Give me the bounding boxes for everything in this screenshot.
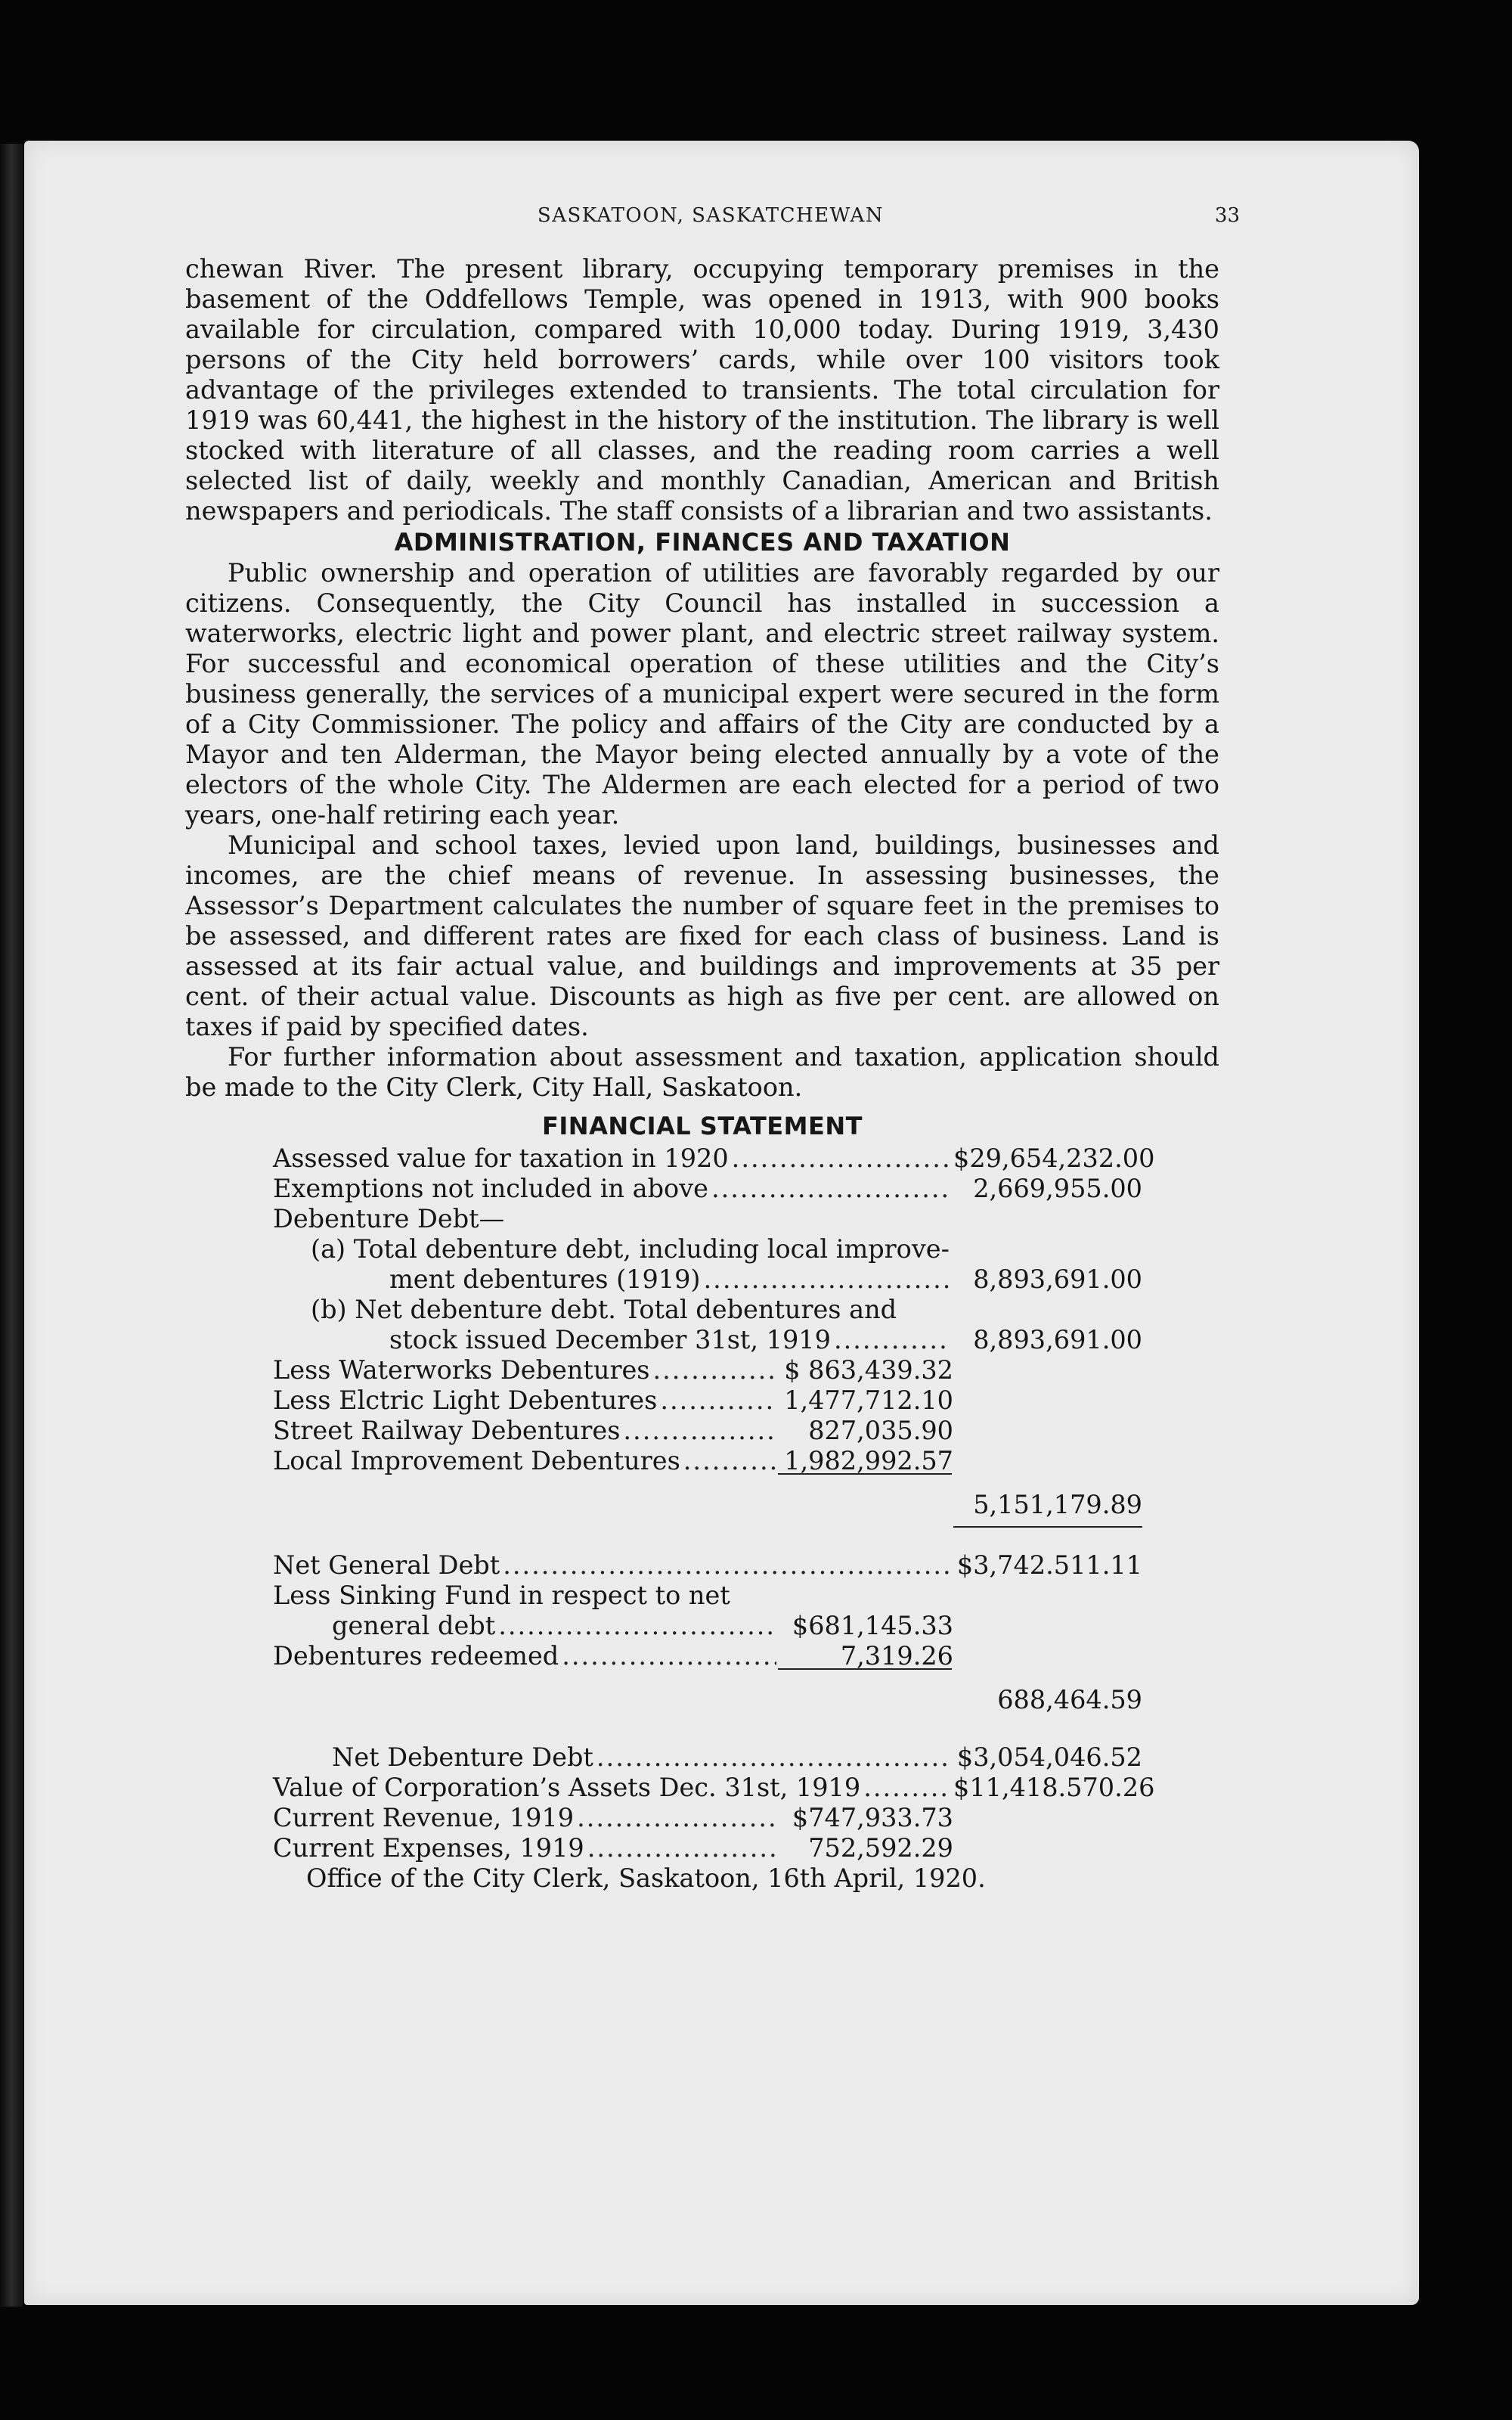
statement-row-current-revenue: Current Revenue, 1919 ..... $747,933.73 <box>273 1803 1142 1833</box>
amount: $747,933.73 <box>792 1803 953 1832</box>
amount: 8,893,691.00 <box>973 1325 1142 1354</box>
amount: 8,893,691.00 <box>973 1264 1142 1294</box>
statement-row-corporation-assets: Value of Corporation’s Assets Dec. 31st, 1919 ..... $11,418.570.26 <box>273 1773 1142 1803</box>
statement-row-debenture-debt: Debenture Debt— <box>273 1204 505 1233</box>
statement-row-street-railway: Street Railway Debentures ..... 827,035.90 <box>273 1416 1142 1446</box>
statement-row-local-improvement: Local Improvement Debentures ..... 1,982,992.57 <box>273 1446 1142 1476</box>
statement-row-item-a-line1: (a) Total debenture debt, including local improve- <box>311 1234 950 1264</box>
rule-line <box>778 1473 952 1482</box>
leader-dots <box>732 1143 950 1174</box>
rule-line <box>953 1526 1142 1528</box>
running-head <box>181 204 1240 234</box>
statement-row-debentures-redeemed: Debentures redeemed ..... 7,319.26 <box>273 1641 1142 1671</box>
amount: 752,592.29 <box>808 1833 953 1863</box>
information-paragraph: For further information about assessment and taxation, application should be made to the City Clerk, City Hall, Saskatoon. <box>185 1042 1219 1102</box>
statement-row-exemptions: Exemptions not included in above ..... 2,669,955.00 <box>273 1174 1142 1204</box>
leader-dots <box>653 1355 777 1385</box>
leader-dots <box>683 1446 776 1476</box>
amount: $3,742.511.11 <box>956 1550 1142 1580</box>
library-paragraph: chewan River. The present library, occupying temporary premises in the basement of the Oddfellows Temple, was opened in 1913, with 900 books available for circulation, compared with 10,000 today. During 1919, 3,430 persons of the City held borrowers’ cards, while over 100 visitors took advantage of the privileges extended to transients. The total circulation for 1919 was 60,441, the highest in the history of the institution. The library is well stocked with literature of all classes, and the reading room carries a well selected list of daily, weekly and monthly Canadian, American and British newspapers and periodicals. The staff consists of a librarian and two assistants. <box>185 254 1219 526</box>
rule-line <box>778 1668 952 1677</box>
leader-dots <box>596 1742 950 1773</box>
amount: 5,151,179.89 <box>973 1490 1142 1519</box>
statement-footer: Office of the City Clerk, Saskatoon, 16th April, 1920. <box>306 1863 986 1893</box>
leader-dots <box>623 1416 776 1446</box>
statement-row-net-general-debt: Net General Debt ..... $3,742.511.11 <box>273 1550 1142 1581</box>
statement-row-current-expenses: Current Expenses, 1919 ..... 752,592.29 <box>273 1833 1142 1863</box>
section-heading-administration: ADMINISTRATION, FINANCES AND TAXATION <box>394 528 1011 557</box>
leader-dots <box>577 1803 776 1833</box>
statement-row-less-electric: Less Elctric Light Debentures ..... 1,477,712.10 <box>273 1385 1142 1416</box>
section-heading-financial-statement: FINANCIAL STATEMENT <box>542 1112 863 1140</box>
financial-statement <box>273 1143 1155 1894</box>
amount: 827,035.90 <box>808 1416 953 1445</box>
taxation-paragraph: Municipal and school taxes, levied upon land, buildings, businesses and incomes, are the chief means of revenue. In assessing businesses, the Assessor’s Department calculates the number of square feet in the premises to be assessed, and different rates are fixed for each class of business. Land is assessed at its fair actual value, and buildings and improvements at 35 per cent. of their actual value. Discounts as high as five per cent. are allowed on taxes if paid by specified dates. <box>185 830 1219 1041</box>
leader-dots <box>587 1833 776 1863</box>
amount: $3,054,046.52 <box>956 1742 1142 1772</box>
statement-row-item-a-line2: ment debentures (1919) ..... 8,893,691.00 <box>273 1264 1142 1295</box>
statement-row-less-waterworks: Less Waterworks Debentures ..... $ 863,439.32 <box>273 1355 1142 1385</box>
amount: 7,319.26 <box>840 1641 953 1671</box>
amount: $681,145.33 <box>792 1611 953 1640</box>
leader-dots <box>863 1773 950 1803</box>
statement-row-sinking-fund-line1: Less Sinking Fund in respect to net <box>273 1581 730 1610</box>
leader-dots <box>834 1325 950 1355</box>
leader-dots <box>503 1550 950 1581</box>
amount: 1,982,992.57 <box>784 1446 953 1475</box>
leader-dots <box>498 1611 776 1641</box>
amount: $11,418.570.26 <box>953 1773 1155 1802</box>
leader-dots <box>562 1641 776 1671</box>
amount: 688,464.59 <box>997 1685 1142 1714</box>
book-spine-shadow <box>0 144 23 2307</box>
statement-row-net-debenture-debt: Net Debenture Debt ..... $3,054,046.52 <box>273 1742 1142 1773</box>
amount: $29,654,232.00 <box>953 1143 1155 1173</box>
running-title: SASKATOON, SASKATCHEWAN <box>537 204 885 227</box>
leader-dots <box>704 1264 950 1295</box>
statement-row-item-b-line2: stock issued December 31st, 1919 ..... 8,893,691.00 <box>273 1325 1142 1355</box>
amount: $ 863,439.32 <box>784 1355 953 1385</box>
leader-dots <box>660 1385 776 1416</box>
statement-row-item-b-line1: (b) Net debenture debt. Total debentures and <box>311 1295 897 1324</box>
statement-row-subtotal-sinking <box>273 1685 1142 1715</box>
administration-paragraph: Public ownership and operation of utilities are favorably regarded by our citizens. Consequently, the City Council has installed in succession a waterworks, electric light and power plant, and electric street railway system. For successful and economical operation of these utilities and the City’s business generally, the services of a municipal expert were secured in the form of a City Commissioner. The policy and affairs of the City are conducted by a Mayor and ten Alderman, the Mayor being elected annually by a vote of the electors of the whole City. The Aldermen are each elected for a period of two years, one-half retiring each year. <box>185 558 1219 830</box>
page-number: 33 <box>1214 204 1240 227</box>
amount: 1,477,712.10 <box>784 1385 953 1415</box>
body-text <box>185 254 1219 1894</box>
amount: 2,669,955.00 <box>973 1174 1142 1203</box>
statement-row-assessed-value: Assessed value for taxation in 1920 ..... $29,654,232.00 <box>273 1143 1142 1174</box>
statement-row-sinking-fund-line2: general debt ..... $681,145.33 <box>273 1611 1142 1641</box>
leader-dots <box>711 1174 950 1204</box>
